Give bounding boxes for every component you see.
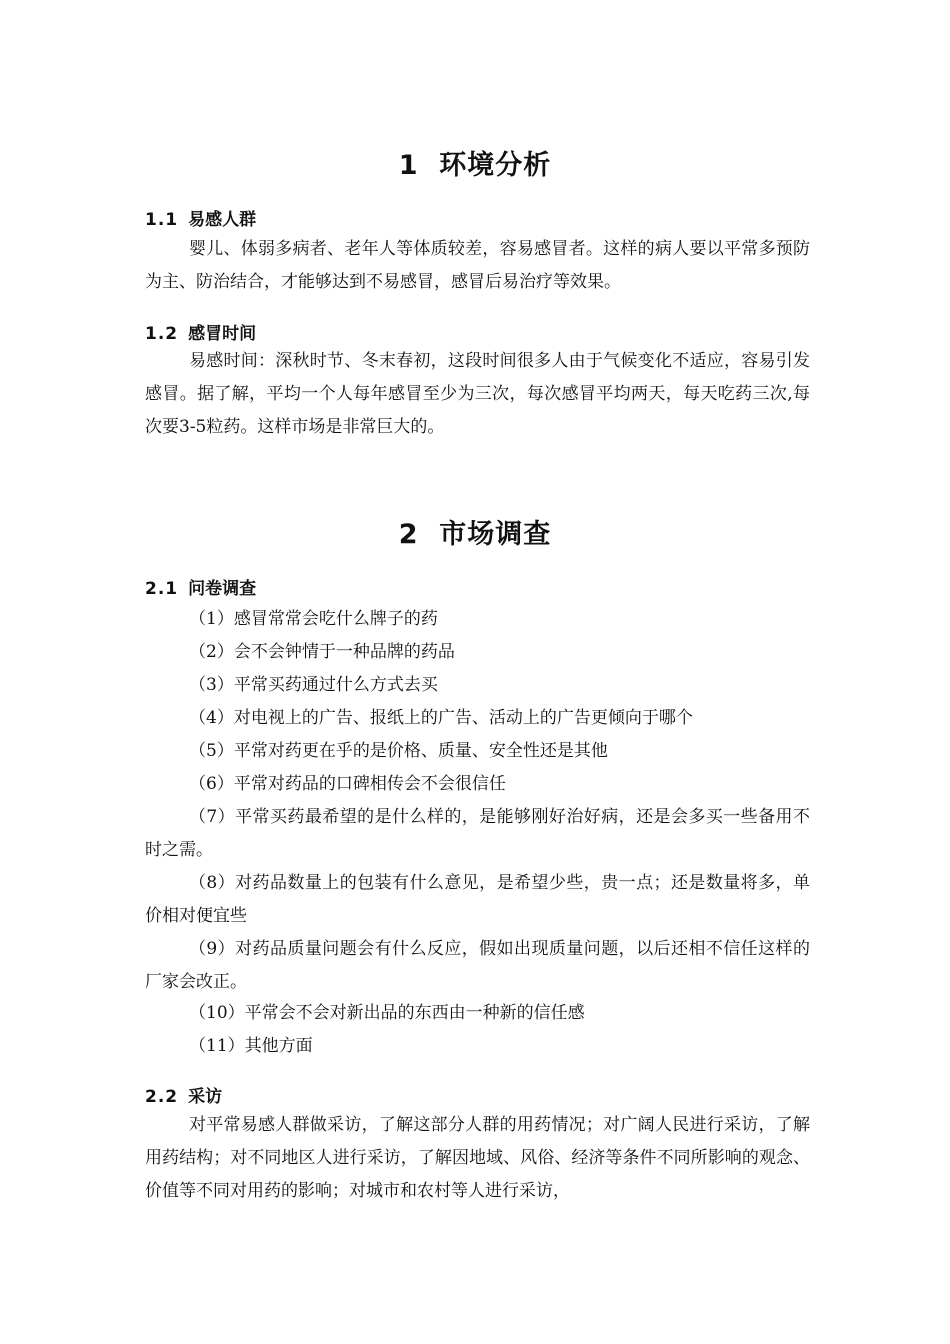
subsection-2-1-heading	[145, 574, 256, 599]
survey-item: （4）对电视上的广告、报纸上的广告、活动上的广告更倾向于哪个	[189, 708, 693, 728]
section-title: 环境分析	[439, 150, 552, 181]
section-number: 2	[398, 519, 419, 550]
section-2-heading	[0, 512, 950, 551]
survey-item: （9）对药品质量问题会有什么反应，假如出现质量问题，以后还相不信任这样的厂家会改正。	[145, 939, 810, 992]
paragraph-interview: 对平常易感人群做采访，了解这部分人群的用药情况；对广阔人民进行采访，了解用药结构；对不同地区人进行采访，了解因地域、风俗、经济等条件不同所影响的观念、价值等不同对用药的影响；对城市和农村等人进行采访，	[145, 1115, 810, 1201]
survey-item: （3）平常买药通过什么方式去买	[189, 675, 438, 695]
survey-item: （1）感冒常常会吃什么牌子的药	[189, 609, 438, 629]
subsection-1-2-heading	[145, 319, 256, 344]
survey-item: （8）对药品数量上的包装有什么意见，是希望少些，贵一点；还是数量将多，单价相对便宜些	[145, 873, 810, 926]
survey-item: （10）平常会不会对新出品的东西由一种新的信任感	[189, 1003, 585, 1023]
section-number: 1	[398, 150, 419, 181]
subsection-title: 易感人群	[188, 210, 257, 230]
survey-item: （6）平常对药品的口碑相传会不会很信任	[189, 774, 506, 794]
subsection-title: 感冒时间	[188, 324, 257, 344]
subsection-title: 问卷调查	[188, 579, 257, 599]
subsection-number: 1.2	[145, 324, 179, 344]
subsection-title: 采访	[188, 1087, 223, 1107]
paragraph-susceptible-groups: 婴儿、体弱多病者、老年人等体质较差，容易感冒者。这样的病人要以平常多预防为主、防治结合，才能够达到不易感冒，感冒后易治疗等效果。	[145, 239, 810, 292]
paragraph-cold-time: 易感时间：深秋时节、冬末春初，这段时间很多人由于气候变化不适应，容易引发感冒。据了解，平均一个人每年感冒至少为三次，每次感冒平均两天，每天吃药三次,每次要3-5粒药。这样市场是非常巨大的。	[145, 351, 810, 437]
survey-item: （11）其他方面	[189, 1036, 313, 1056]
survey-item: （5）平常对药更在乎的是价格、质量、安全性还是其他	[189, 741, 608, 761]
subsection-number: 1.1	[145, 210, 179, 230]
subsection-1-1-heading	[145, 205, 256, 230]
survey-item: （2）会不会钟情于一种品牌的药品	[189, 642, 455, 662]
subsection-2-2-heading	[145, 1082, 222, 1107]
subsection-number: 2.2	[145, 1087, 179, 1107]
subsection-number: 2.1	[145, 579, 179, 599]
survey-item: （7）平常买药最希望的是什么样的，是能够刚好治好病，还是会多买一些备用不时之需。	[145, 807, 810, 860]
section-1-heading	[0, 143, 950, 182]
section-title: 市场调查	[439, 519, 552, 550]
